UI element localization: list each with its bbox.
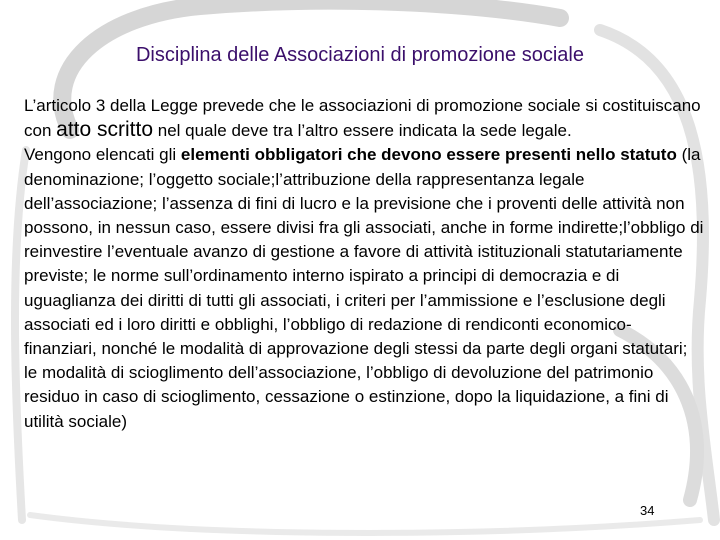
paragraph-2-text-b: (la denominazione; l’oggetto sociale;l’attribuzione della rappresentanza legale dell’associazione; l’assenza di fini di lucro e la previsione che i proventi delle attività non possono, in nessun caso, essere divisi fra gli associati, anche in forme indirette;l’obbligo di reinvestire l’eventuale avanzo di gestione a favore di attività istituzionali statutariamente previste; le norme sull’ordinamento interno ispirato a principi di democrazia e di uguaglianza dei diritti di tutti gli associati, i criteri per l’ammissione e l’esclusione degli associati ed i loro diritti e obblighi, l’obbligo di redazione di rendiconti economico-finanziari, nonché le modalità di approvazione degli stessi da parte degli organi statutari; le modalità di scioglimento dell’associazione, l’obbligo di devoluzione del patrimonio residuo in caso di scioglimento, cessazione o estinzione, dopo la liquidazione, a fini di utilità sociale) [24,145,704,431]
swirl-bottom-arc [30,515,700,533]
slide-title: Disciplina delle Associazioni di promozione sociale [135,44,584,66]
elementi-obbligatori-bold: elementi obbligatori che devono essere presenti nello statuto [180,145,677,165]
paragraph-1-text-b: nel quale deve tra l’altro essere indicata la sede legale. [153,121,572,141]
atto-scritto-emphasis: atto scritto [56,118,154,142]
page-number: 34 [640,503,655,518]
paragraph-1-text-a: L’articolo 3 della Legge prevede che le associazioni di promozione sociale si costituiscano con [24,96,701,141]
paragraph-2-text-a: Vengono elencati gli [24,145,181,165]
paragraph-elementi-statuto [24,143,704,433]
paragraph-atto-scritto [24,94,704,143]
slide-body [24,94,704,434]
